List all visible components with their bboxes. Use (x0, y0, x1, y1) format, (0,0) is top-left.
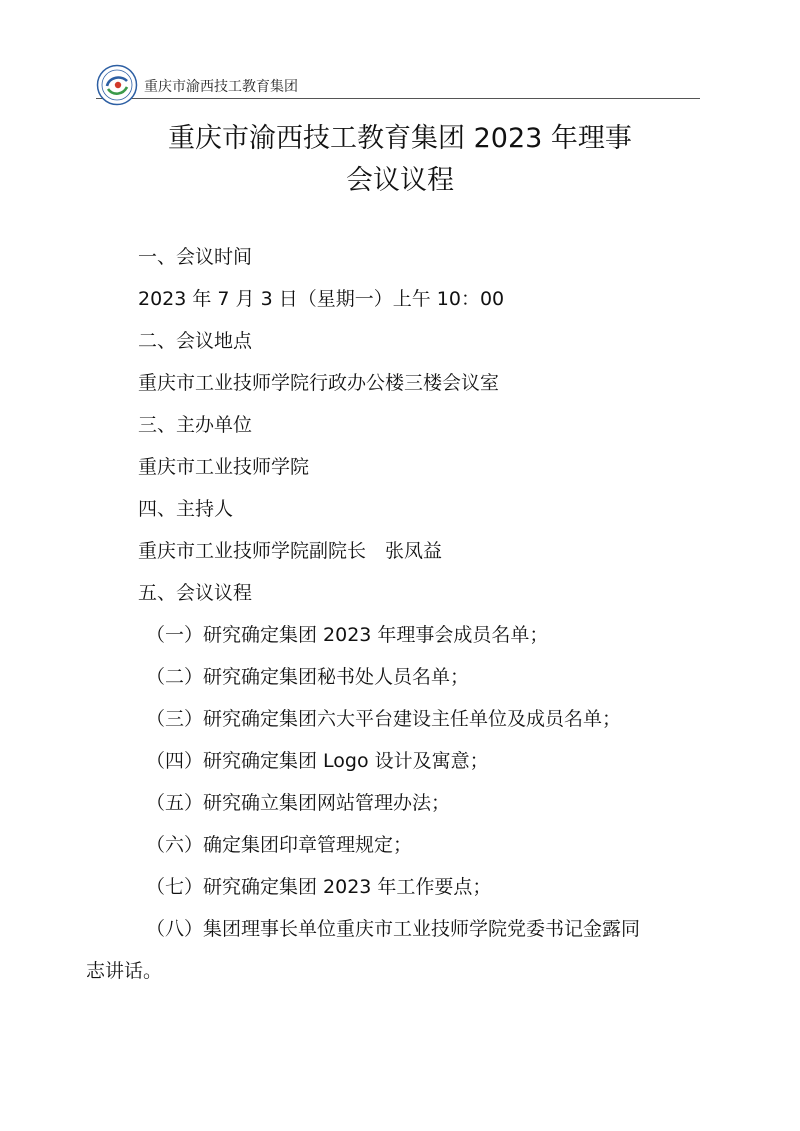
section-heading-place: 二、会议地点 (138, 330, 253, 352)
agenda-item-last-line-2: 志讲话。 (86, 960, 163, 982)
section-heading-time: 一、会议时间 (138, 246, 253, 268)
agenda-item: （四）研究确定集团 Logo 设计及寓意； (146, 750, 489, 772)
agenda-item: （五）研究确立集团网站管理办法； (146, 792, 451, 814)
page-header (96, 62, 700, 99)
page-title-line-1: 重庆市渝西技工教育集团 2023 年理事 (168, 123, 632, 154)
meeting-host: 重庆市工业技师学院副院长 张凤益 (138, 540, 443, 562)
meeting-organizer: 重庆市工业技师学院 (138, 456, 310, 478)
meeting-place: 重庆市工业技师学院行政办公楼三楼会议室 (138, 372, 500, 394)
agenda-item: （六）确定集团印章管理规定； (146, 834, 413, 856)
agenda-item: （七）研究确定集团 2023 年工作要点； (146, 876, 492, 898)
group-logo-icon (96, 64, 138, 106)
section-heading-host: 四、主持人 (138, 498, 234, 520)
agenda-item-last-line-1: （八）集团理事长单位重庆市工业技师学院党委书记金露同 (146, 918, 641, 940)
page-title-line-2: 会议议程 (346, 165, 454, 196)
meeting-time: 2023 年 7 月 3 日（星期一）上午 10：00 (138, 288, 505, 310)
agenda-item: （三）研究确定集团六大平台建设主任单位及成员名单； (146, 708, 622, 730)
section-heading-organizer: 三、主办单位 (138, 414, 253, 436)
section-heading-agenda: 五、会议议程 (138, 582, 253, 604)
agenda-item: （一）研究确定集团 2023 年理事会成员名单； (146, 624, 549, 646)
agenda-item: （二）研究确定集团秘书处人员名单； (146, 666, 470, 688)
header-org-name: 重庆市渝西技工教育集团 (144, 79, 298, 95)
